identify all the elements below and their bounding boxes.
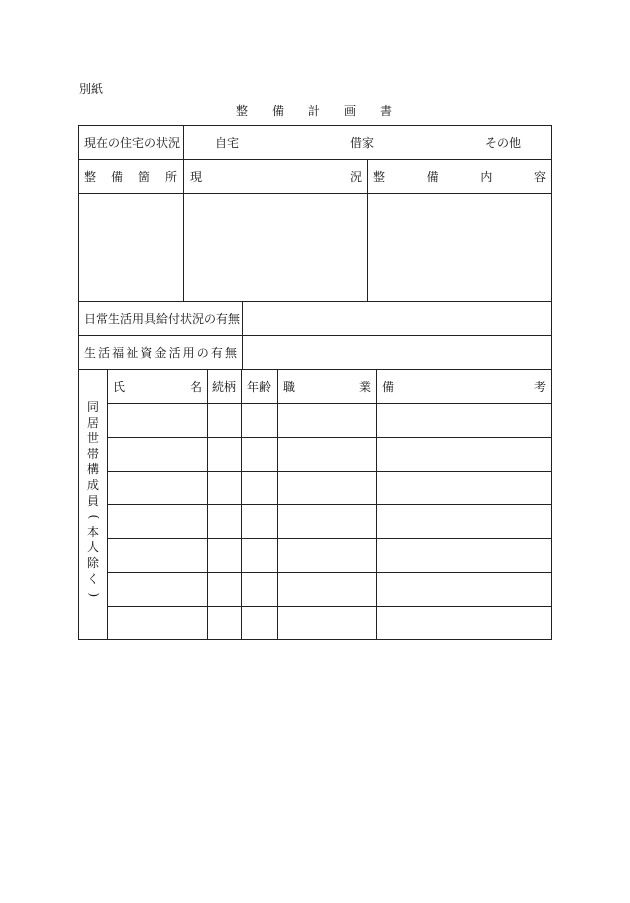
- table-row[interactable]: [108, 472, 551, 504]
- col-divider: [183, 125, 184, 159]
- attachment-label: 別紙: [79, 82, 104, 96]
- table-border-bottom: [78, 639, 552, 640]
- relation-column-header: 続柄: [212, 380, 237, 394]
- remarks-column-header: 備 考: [382, 380, 546, 394]
- housing-option-own-home[interactable]: 自宅: [215, 136, 240, 150]
- welfare-fund-label: 生 活 福 祉 資 金 活 用 の 有 無: [84, 346, 237, 360]
- age-column-header: 年齢: [247, 380, 272, 394]
- household-members-label: 同 居 世 帯 構 成 員 ( 本 人 除 く ): [86, 400, 101, 598]
- maintenance-location-header: 整 備 箇 所: [84, 170, 177, 184]
- form-title: [236, 104, 392, 118]
- table-border-top: [78, 125, 552, 126]
- current-status-header: 現 況: [190, 170, 362, 184]
- daily-goods-field[interactable]: [243, 302, 551, 335]
- daily-goods-label: 日常生活用具給付状況の有無: [84, 312, 241, 326]
- housing-option-rental[interactable]: 借家: [350, 136, 375, 150]
- housing-status-label: 現在の住宅の状況: [84, 136, 181, 150]
- title-char: 書: [379, 104, 392, 118]
- table-row[interactable]: [108, 438, 551, 471]
- table-row[interactable]: [108, 573, 551, 606]
- title-char: 整: [236, 104, 249, 118]
- title-char: 備: [271, 104, 284, 118]
- table-row[interactable]: [108, 404, 551, 437]
- table-row[interactable]: [108, 607, 551, 639]
- housing-option-other[interactable]: その他: [485, 136, 522, 150]
- table-row[interactable]: [108, 539, 551, 572]
- title-char: 計: [307, 104, 320, 118]
- maintenance-content-header: 整 備 内 容: [373, 170, 546, 184]
- title-char: 画: [343, 104, 356, 118]
- current-status-field[interactable]: [184, 194, 367, 301]
- row-divider: [78, 159, 552, 160]
- table-row[interactable]: [108, 505, 551, 538]
- welfare-fund-field[interactable]: [243, 336, 551, 369]
- name-column-header: 氏 名: [113, 380, 202, 394]
- occupation-column-header: 職 業: [283, 380, 371, 394]
- row-divider: [78, 369, 552, 370]
- maintenance-content-field[interactable]: [368, 194, 551, 301]
- table-border-right: [551, 125, 552, 640]
- maintenance-location-field[interactable]: [79, 194, 183, 301]
